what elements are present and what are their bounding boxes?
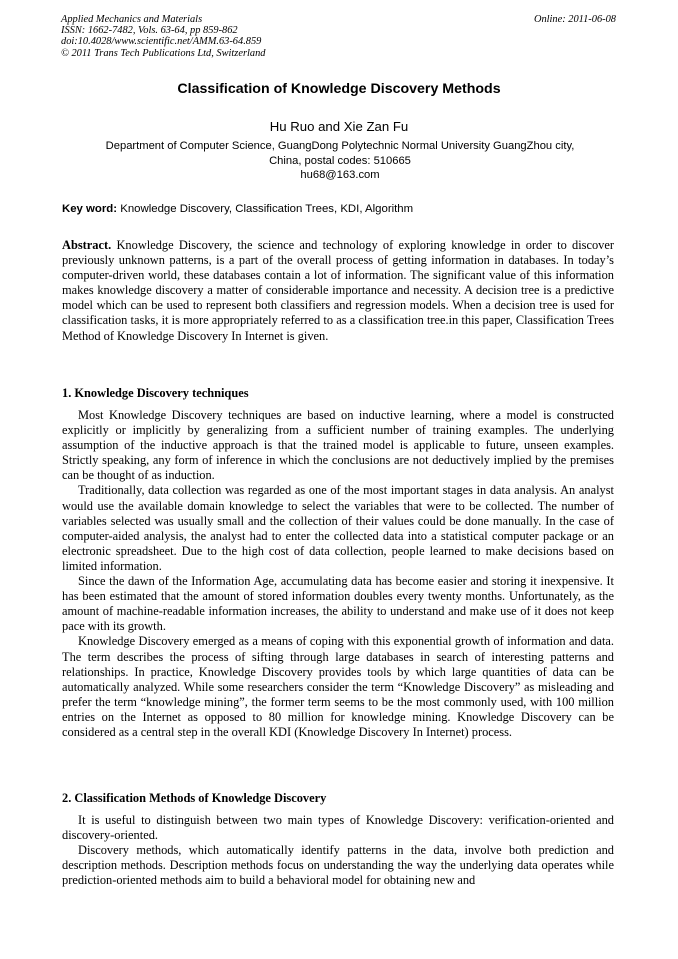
affiliation-department: Department of Computer Science, GuangDong Polytechnic Normal University GuangZhou city, xyxy=(105,140,575,152)
journal-doi: doi:10.4028/www.scientific.net/AMM.63-64.859 xyxy=(61,36,262,48)
affiliation-address: China, postal codes: 510665 xyxy=(269,154,411,167)
abstract-text: Knowledge Discovery, the science and technology of exploring knowledge in order to discover previously unknown patterns, is a part of the overall process of getting information in databases. In today’s computer-driven world, these databases contain a lot of information. The significant value of this information makes knowledge discovery a matter of considerable importance and necessity. A decision tree is a predictive model which can be used to represent both classifiers and regression models. When a decision tree is used for classification tasks, it is more appropriately referred to as a classification tree.in this paper, Classification Trees Method of Knowledge Discovery In Internet is given. xyxy=(62,238,614,343)
affiliation xyxy=(64,139,616,183)
journal-info xyxy=(61,14,265,59)
paper-authors: Hu Ruo and Xie Zan Fu xyxy=(269,119,409,134)
keywords-label: Key word: xyxy=(62,203,118,215)
paragraph: Knowledge Discovery emerged as a means of coping with this exponential growth of information and data. The term describes the process of sifting through large databases in search of interesting patterns and relationships. In practice, Knowledge Discovery provides tools by which large quantities of data can be automatically analyzed. While some researchers consider the term “Knowledge Discovery” as misleading and prefer the term “knowledge mining”, the former term seems to be the most commonly used, with 100 million entries on the Internet as opposed to 80 million for knowledge mining. Knowledge Discovery can be considered as a central step in the overall KDI (Knowledge Discovery In Internet) process. xyxy=(62,634,614,739)
author-email: hu68@163.com xyxy=(300,169,380,182)
journal-issn: ISSN: 1662-7482, Vols. 63-64, pp 859-862 xyxy=(61,25,238,37)
paragraph: Most Knowledge Discovery techniques are based on inductive learning, where a model is constructed explicitly or implicitly by generalizing from a sufficient number of training examples. The underlying assumption of the inductive approach is that the trained model is applicable to future, unseen examples. Strictly speaking, any form of inference in which the conclusions are not deductively implied by the premises can be thought of as induction. xyxy=(62,408,614,483)
journal-copyright: © 2011 Trans Tech Publications Ltd, Switzerland xyxy=(61,47,266,59)
paragraph: It is useful to distinguish between two main types of Knowledge Discovery: verification-oriented and discovery-oriented. xyxy=(62,813,614,843)
abstract xyxy=(62,238,614,344)
section-1-body xyxy=(62,408,614,740)
keywords-text: Knowledge Discovery, Classification Trees, KDI, Algorithm xyxy=(120,203,414,215)
paragraph: Since the dawn of the Information Age, accumulating data has become easier and storing it inexpensive. It has been estimated that the amount of stored information doubles every twenty months. Unfortunately, as the amount of machine-readable information increases, the ability to understand and make use of it does not keep pace with its growth. xyxy=(62,574,614,634)
section-2-body xyxy=(62,813,614,888)
section-1-heading: 1. Knowledge Discovery techniques xyxy=(62,386,249,400)
journal-name: Applied Mechanics and Materials xyxy=(61,14,203,25)
online-date: Online: 2011-06-08 xyxy=(533,14,616,25)
paragraph: Traditionally, data collection was regarded as one of the most important stages in data analysis. An analyst would use the available domain knowledge to select the variables that were to be collected. The number of variables selected was usually small and the collection of their values could be done manually. In the case of computer-aided analysis, the analyst had to enter the collected data into a statistical computer package or an electronic spreadsheet. Due to the high cost of data collection, people learned to make decisions based on limited information. xyxy=(62,483,614,573)
keywords xyxy=(62,203,413,215)
abstract-label: Abstract. xyxy=(62,238,112,252)
section-2-heading: 2. Classification Methods of Knowledge Discovery xyxy=(62,791,327,805)
paragraph: Discovery methods, which automatically identify patterns in the data, involve both prediction and description methods. Description methods focus on understanding the way the underlying data operates while prediction-oriented methods aim to build a behavioral model for obtaining new and xyxy=(62,843,614,888)
paper-title: Classification of Knowledge Discovery Methods xyxy=(177,81,501,97)
